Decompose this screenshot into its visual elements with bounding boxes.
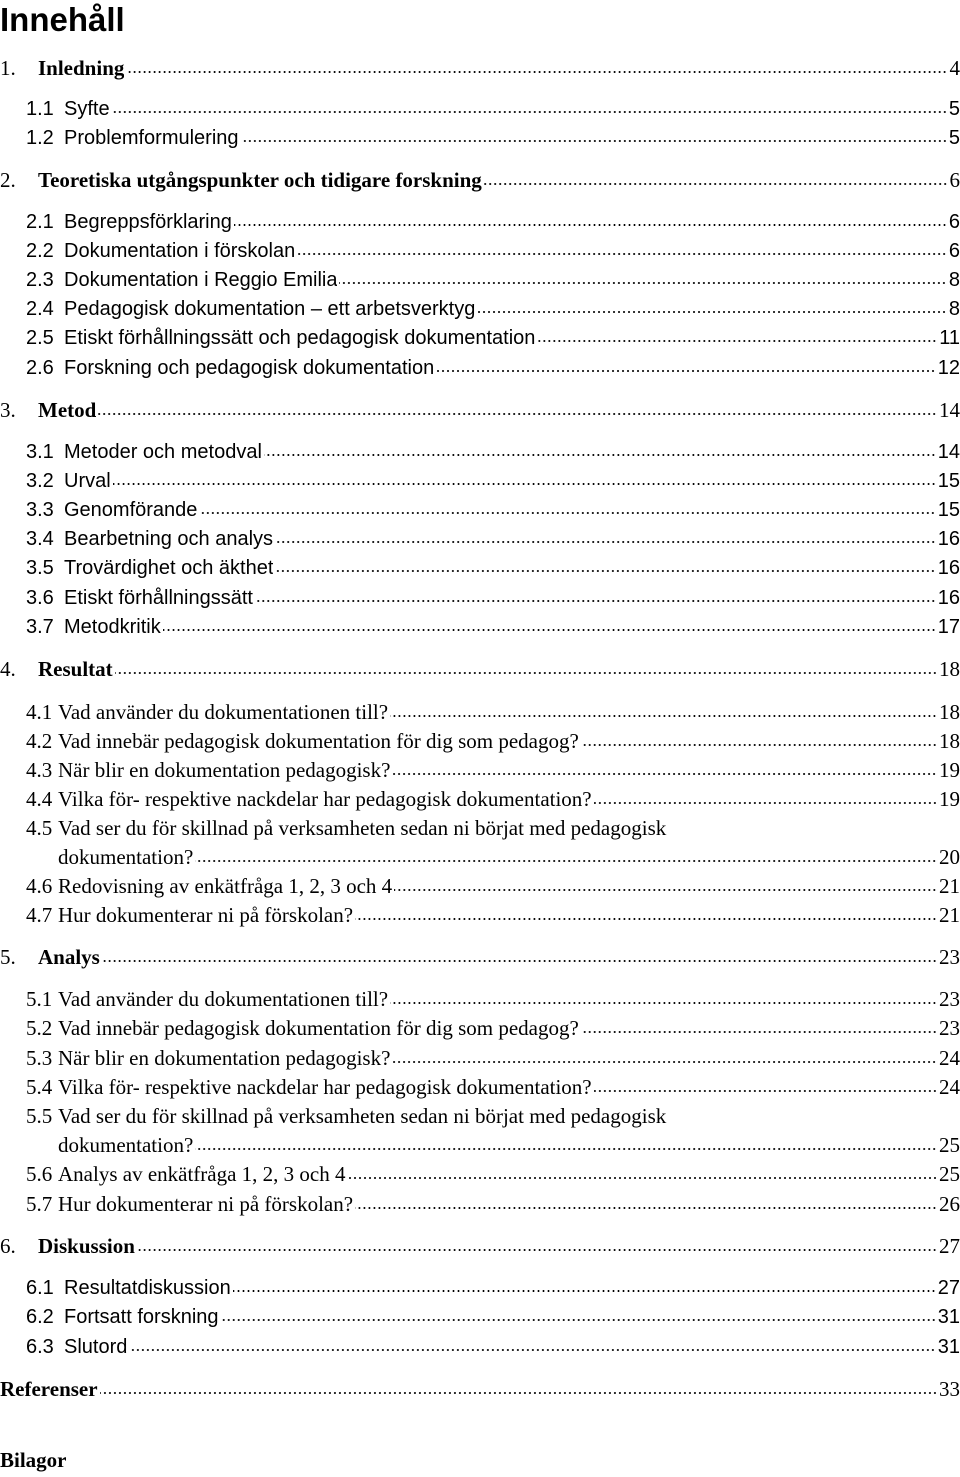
toc-entry-number: 5.4 <box>26 1075 53 1099</box>
toc-entry-2-1[interactable] <box>26 208 960 236</box>
toc-entry-page: 19 <box>939 758 960 782</box>
toc-entry-4-7[interactable] <box>26 901 960 929</box>
toc-entry-page: 23 <box>939 945 960 969</box>
dot-leader <box>126 71 947 73</box>
toc-entry-title: När blir en dokumentation pedagogisk? <box>58 758 391 782</box>
dot-leader <box>581 1031 937 1033</box>
toc-entry-3-4[interactable] <box>26 525 960 553</box>
toc-entry-title: Pedagogisk dokumentation – ett arbetsverktyg <box>64 298 476 320</box>
toc-entry-number: 4. <box>0 657 16 681</box>
dot-leader <box>390 715 937 717</box>
toc-entry-4-2[interactable] <box>26 727 960 755</box>
toc-entry-title: Vilka för- respektive nackdelar har pedagogisk dokumentation? <box>58 1075 592 1099</box>
toc-entry-number: 2.6 <box>26 357 54 379</box>
toc-entry-title: Diskussion <box>38 1234 135 1258</box>
dot-leader <box>394 889 937 891</box>
toc-entry-title: Hur dokumenterar ni på förskolan? <box>58 903 354 927</box>
dot-leader <box>355 1207 937 1209</box>
toc-entry-number: 3.1 <box>26 441 54 463</box>
toc-entry-page: 27 <box>937 1277 960 1299</box>
toc-entry-number: 2.5 <box>26 327 54 349</box>
toc-entry-4-5[interactable] <box>26 814 666 842</box>
toc-entry-4-6[interactable] <box>26 872 960 900</box>
toc-entry-page: 14 <box>937 441 960 463</box>
toc-entry-page: 19 <box>939 787 960 811</box>
toc-entry-page: 17 <box>937 616 960 638</box>
toc-entry-title: Vad innebär pedagogisk dokumentation för dig som pedagog? <box>58 729 579 753</box>
toc-entry-number: 3.5 <box>26 557 54 579</box>
toc-entry-number: 4.5 <box>26 816 53 840</box>
dot-leader <box>100 1392 937 1394</box>
toc-entry-5-1[interactable] <box>26 985 960 1013</box>
toc-entry-number: 3.6 <box>26 587 54 609</box>
toc-entry-number: 3.2 <box>26 470 54 492</box>
dot-leader <box>129 1349 935 1351</box>
toc-entry-1-1[interactable] <box>26 95 960 123</box>
toc-entry-number: 4.2 <box>26 729 53 753</box>
toc-entry-page: 14 <box>939 398 960 422</box>
toc-entry-title: Metodkritik <box>64 616 161 638</box>
toc-entry-title: Inledning <box>38 56 125 80</box>
toc-entry-page: 6 <box>949 168 960 192</box>
toc-entry-4-3[interactable] <box>26 756 960 784</box>
toc-entry-title: Metod <box>38 398 97 422</box>
toc-entry-title: Trovärdighet och äkthet <box>64 557 274 579</box>
dot-leader <box>112 111 947 113</box>
toc-entry-number: 2. <box>0 168 16 192</box>
toc-entry-3-6[interactable] <box>26 584 960 612</box>
dot-leader <box>221 1319 936 1321</box>
dot-leader <box>195 860 937 862</box>
toc-entry-number: 5.3 <box>26 1046 53 1070</box>
toc-entry-number: 3.7 <box>26 616 54 638</box>
toc-entry-5-5-continued[interactable] <box>58 1131 960 1159</box>
toc-entry-title: Vad använder du dokumentationen till? <box>58 700 389 724</box>
toc-entry-title-continuation: dokumentation? <box>58 1133 194 1157</box>
toc-entry-page: 21 <box>939 903 960 927</box>
toc-entry-5-6[interactable] <box>26 1160 960 1188</box>
toc-entry-title: Vilka för- respektive nackdelar har pedagogisk dokumentation? <box>58 787 592 811</box>
toc-entry-title: Slutord <box>64 1336 128 1358</box>
toc-entry-2-3[interactable] <box>26 266 960 294</box>
toc-entry-number: 1. <box>0 56 16 80</box>
toc-entry-number: 2.1 <box>26 211 54 233</box>
toc-entry-title: Analys <box>38 945 100 969</box>
toc-entry-title: Bearbetning och analys <box>64 528 274 550</box>
toc-entry-number: 4.4 <box>26 787 53 811</box>
toc-entry-number: 5.6 <box>26 1162 53 1186</box>
toc-entry-number: 5.7 <box>26 1192 53 1216</box>
dot-leader <box>594 802 937 804</box>
dot-leader <box>264 454 936 456</box>
toc-entry-number: 2.3 <box>26 269 54 291</box>
toc-entry-page: 18 <box>939 657 960 681</box>
toc-entry-5-7[interactable] <box>26 1190 960 1218</box>
dot-leader <box>484 183 948 185</box>
toc-entry-title: Problemformulering <box>64 127 239 149</box>
toc-entry-4-4[interactable] <box>26 785 960 813</box>
toc-entry-page: 20 <box>939 845 960 869</box>
toc-entry-page: 15 <box>937 499 960 521</box>
toc-entry-4-1[interactable] <box>26 698 960 726</box>
toc-entry-3-2[interactable] <box>26 467 960 495</box>
toc-entry-title: Resultat <box>38 657 113 681</box>
toc-entry-6-2[interactable] <box>26 1303 960 1331</box>
toc-entry-page: 31 <box>937 1306 960 1328</box>
dot-leader <box>348 1177 938 1179</box>
toc-entry-number: 5.5 <box>26 1104 53 1128</box>
dot-leader <box>436 370 936 372</box>
toc-entry-title: Forskning och pedagogisk dokumentation <box>64 357 435 379</box>
toc-entry-page: 24 <box>939 1075 960 1099</box>
toc-entry-5-5[interactable] <box>26 1102 666 1130</box>
toc-entry-2-5[interactable] <box>26 324 960 352</box>
dot-leader <box>199 512 935 514</box>
dot-leader <box>137 1249 937 1251</box>
toc-entry-page: 33 <box>939 1377 960 1401</box>
toc-entry-page: 23 <box>939 1016 960 1040</box>
toc-entry-title: Syfte <box>64 98 110 120</box>
toc-entry-3-7[interactable] <box>26 613 960 641</box>
dot-leader <box>195 1148 937 1150</box>
toc-entry-2-4[interactable] <box>26 295 960 323</box>
toc-entry-number: 2.4 <box>26 298 54 320</box>
toc-entry-6[interactable] <box>0 1232 960 1260</box>
appendix-heading: Bilagor <box>0 1448 67 1472</box>
toc-entry-page: 18 <box>939 729 960 753</box>
toc-entry-1-2[interactable] <box>26 124 960 152</box>
toc-entry-page: 11 <box>939 327 960 349</box>
toc-entry-title: Etiskt förhållningssätt och pedagogisk dokumentation <box>64 327 536 349</box>
toc-entry-page: 16 <box>937 587 960 609</box>
toc-entry-page: 16 <box>937 528 960 550</box>
toc-entry-title: Vad använder du dokumentationen till? <box>58 987 389 1011</box>
dot-leader <box>234 224 947 226</box>
dot-leader <box>390 1002 937 1004</box>
toc-entry-title: Begreppsförklaring <box>64 211 232 233</box>
toc-entry-title: Vad ser du för skillnad på verksamheten sedan ni börjat med pedagogisk <box>58 816 667 840</box>
dot-leader <box>98 413 937 415</box>
dot-leader <box>255 600 936 602</box>
toc-entry-2-2[interactable] <box>26 237 960 265</box>
dot-leader <box>233 1290 936 1292</box>
toc-entry-title: Vad ser du för skillnad på verksamheten sedan ni börjat med pedagogisk <box>58 1104 667 1128</box>
toc-entry-number: 6. <box>0 1234 16 1258</box>
toc-entry-page: 24 <box>939 1046 960 1070</box>
toc-entry-5-3[interactable] <box>26 1044 960 1072</box>
toc-entry-title: När blir en dokumentation pedagogisk? <box>58 1046 391 1070</box>
toc-entry-number: 6.1 <box>26 1277 54 1299</box>
dot-leader <box>275 570 935 572</box>
toc-entry-number: 4.6 <box>26 874 53 898</box>
toc-entry-number: 6.3 <box>26 1336 54 1358</box>
dot-leader <box>113 483 936 485</box>
toc-entry-title: Fortsatt forskning <box>64 1306 219 1328</box>
toc-entry-page: 12 <box>937 357 960 379</box>
dot-leader <box>275 541 936 543</box>
toc-entry-number: 1.2 <box>26 127 54 149</box>
dot-leader <box>477 311 947 313</box>
toc-heading: Innehåll <box>0 1 125 38</box>
toc-entry-number: 3.4 <box>26 528 54 550</box>
toc-entry-page: 21 <box>939 874 960 898</box>
toc-entry-title: Vad innebär pedagogisk dokumentation för dig som pedagog? <box>58 1016 579 1040</box>
dot-leader <box>537 340 937 342</box>
toc-entry-title: Etiskt förhållningssätt <box>64 587 253 609</box>
toc-entry-page: 8 <box>948 298 960 320</box>
toc-entry-2-6[interactable] <box>26 354 960 382</box>
toc-entry-title: Genomförande <box>64 499 198 521</box>
dot-leader <box>115 672 937 674</box>
toc-entry-title: Urval <box>64 470 111 492</box>
toc-entry-number: 3. <box>0 398 16 422</box>
toc-entry-ref[interactable] <box>0 1375 960 1403</box>
dot-leader <box>163 629 936 631</box>
toc-entry-title: Teoretiska utgångspunkter och tidigare forskning <box>38 168 482 192</box>
dot-leader <box>581 744 937 746</box>
toc-entry-5-4[interactable] <box>26 1073 960 1101</box>
toc-entry-page: 25 <box>939 1133 960 1157</box>
toc-entry-4[interactable] <box>0 655 960 683</box>
toc-entry-title-continuation: dokumentation? <box>58 845 194 869</box>
toc-entry-6-1[interactable] <box>26 1274 960 1302</box>
dot-leader <box>102 960 937 962</box>
toc-entry-page: 25 <box>939 1162 960 1186</box>
toc-entry-page: 5 <box>948 127 960 149</box>
dot-leader <box>392 773 937 775</box>
toc-entry-page: 26 <box>939 1192 960 1216</box>
toc-entry-title: Dokumentation i förskolan <box>64 240 296 262</box>
toc-entry-number: 4.3 <box>26 758 53 782</box>
toc-entry-6-3[interactable] <box>26 1333 960 1361</box>
toc-entry-title: Redovisning av enkätfråga 1, 2, 3 och 4 <box>58 874 393 898</box>
toc-entry-number: 6.2 <box>26 1306 54 1328</box>
toc-entry-2[interactable] <box>0 166 960 194</box>
toc-entry-page: 23 <box>939 987 960 1011</box>
dot-leader <box>594 1090 937 1092</box>
toc-entry-number: 4.7 <box>26 903 53 927</box>
toc-entry-number: 3.3 <box>26 499 54 521</box>
toc-entry-number: 5.1 <box>26 987 53 1011</box>
toc-entry-page: 18 <box>939 700 960 724</box>
toc-entry-title: Referenser <box>0 1377 98 1401</box>
toc-entry-5[interactable] <box>0 943 960 971</box>
toc-entry-page: 6 <box>948 240 960 262</box>
toc-entry-title: Analys av enkätfråga 1, 2, 3 och 4 <box>58 1162 346 1186</box>
toc-entry-title: Dokumentation i Reggio Emilia <box>64 269 338 291</box>
toc-entry-number: 5.2 <box>26 1016 53 1040</box>
toc-entry-number: 1.1 <box>26 98 54 120</box>
toc-entry-3[interactable] <box>0 396 960 424</box>
dot-leader <box>392 1061 937 1063</box>
toc-entry-number: 2.2 <box>26 240 54 262</box>
dot-leader <box>355 918 937 920</box>
toc-entry-page: 16 <box>937 557 960 579</box>
toc-entry-5-2[interactable] <box>26 1014 960 1042</box>
toc-entry-3-5[interactable] <box>26 554 960 582</box>
toc-entry-page: 4 <box>949 56 960 80</box>
toc-entry-page: 27 <box>939 1234 960 1258</box>
toc-entry-title: Metoder och metodval <box>64 441 262 463</box>
dot-leader <box>297 253 947 255</box>
toc-entry-1[interactable] <box>0 54 960 82</box>
toc-entry-page: 8 <box>948 269 960 291</box>
toc-entry-page: 6 <box>948 211 960 233</box>
dot-leader <box>339 282 946 284</box>
toc-entry-3-3[interactable] <box>26 496 960 524</box>
toc-entry-title: Resultatdiskussion <box>64 1277 231 1299</box>
toc-entry-page: 5 <box>948 98 960 120</box>
dot-leader <box>241 140 947 142</box>
toc-entry-number: 4.1 <box>26 700 53 724</box>
toc-entry-number: 5. <box>0 945 16 969</box>
toc-entry-title: Hur dokumenterar ni på förskolan? <box>58 1192 354 1216</box>
toc-entry-page: 31 <box>937 1336 960 1358</box>
toc-entry-3-1[interactable] <box>26 438 960 466</box>
toc-entry-page: 15 <box>937 470 960 492</box>
toc-entry-4-5-continued[interactable] <box>58 843 960 871</box>
